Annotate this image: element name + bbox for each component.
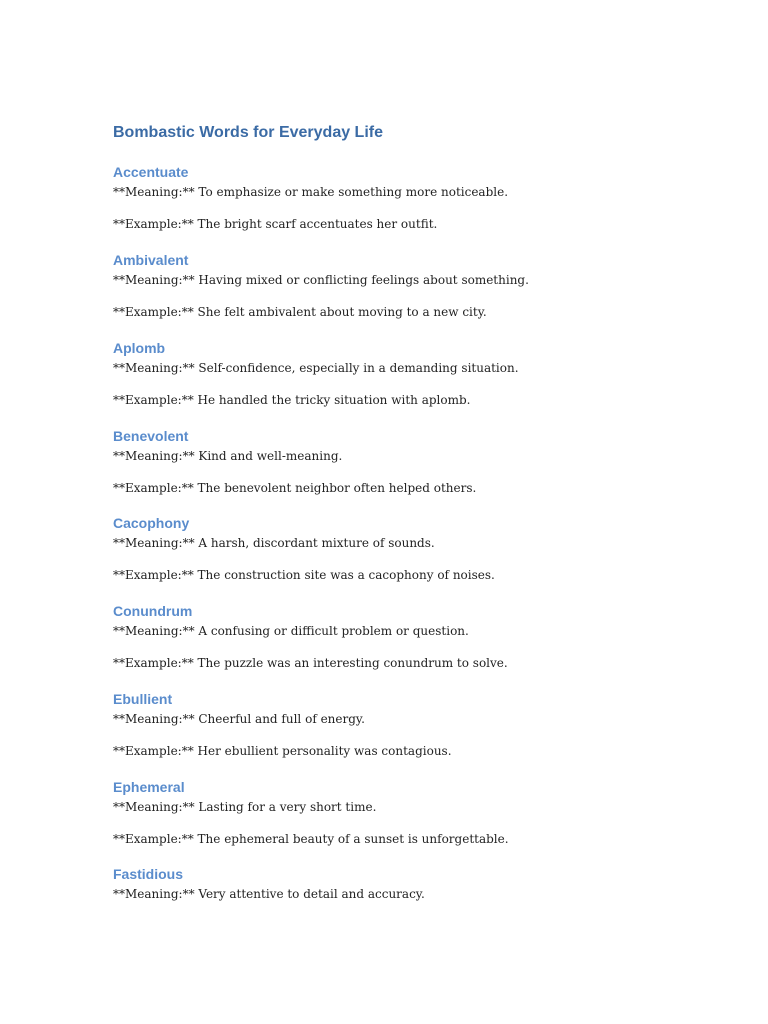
word-heading: Ambivalent [113,252,189,268]
meaning-text: **Meaning:** Self-confidence, especially in a demanding situation. [113,361,519,375]
word-entry-accentuate [113,162,733,232]
word-heading: Ebullient [113,691,173,707]
word-entry-ebullient [113,689,733,759]
meaning-text: **Meaning:** To emphasize or make something more noticeable. [113,185,509,199]
meaning-text: **Meaning:** Kind and well-meaning. [113,449,343,463]
example-text: **Example:** The bright scarf accentuates her outfit. [113,217,438,231]
example-text: **Example:** She felt ambivalent about moving to a new city. [113,305,487,319]
word-heading: Ephemeral [113,779,185,795]
example-text: **Example:** The benevolent neighbor often helped others. [113,481,477,495]
word-entry-aplomb [113,338,733,408]
word-heading: Cacophony [113,515,190,531]
meaning-text: **Meaning:** Lasting for a very short time. [113,800,377,814]
word-heading: Fastidious [113,866,184,882]
document-title: Bombastic Words for Everyday Life [113,124,383,141]
word-heading: Aplomb [113,340,166,356]
example-text: **Example:** The ephemeral beauty of a sunset is unforgettable. [113,832,509,846]
example-text: **Example:** Her ebullient personality was contagious. [113,744,452,758]
example-text: **Example:** He handled the tricky situation with aplomb. [113,393,471,407]
example-text: **Example:** The construction site was a cacophony of noises. [113,568,495,582]
word-entry-cacophony [113,513,733,583]
word-entry-ephemeral [113,777,733,847]
word-entry-benevolent [113,426,733,496]
word-entry-ambivalent [113,250,733,320]
example-text: **Example:** The puzzle was an interesting conundrum to solve. [113,656,508,670]
word-heading: Conundrum [113,603,193,619]
word-entry-fastidious [113,864,733,902]
meaning-text: **Meaning:** A harsh, discordant mixture of sounds. [113,536,435,550]
meaning-text: **Meaning:** Very attentive to detail and accuracy. [113,887,425,901]
meaning-text: **Meaning:** Cheerful and full of energy. [113,712,365,726]
meaning-text: **Meaning:** Having mixed or conflicting feelings about something. [113,273,529,287]
word-heading: Accentuate [113,164,189,180]
word-heading: Benevolent [113,428,189,444]
word-entry-conundrum [113,601,733,671]
meaning-text: **Meaning:** A confusing or difficult problem or question. [113,624,469,638]
